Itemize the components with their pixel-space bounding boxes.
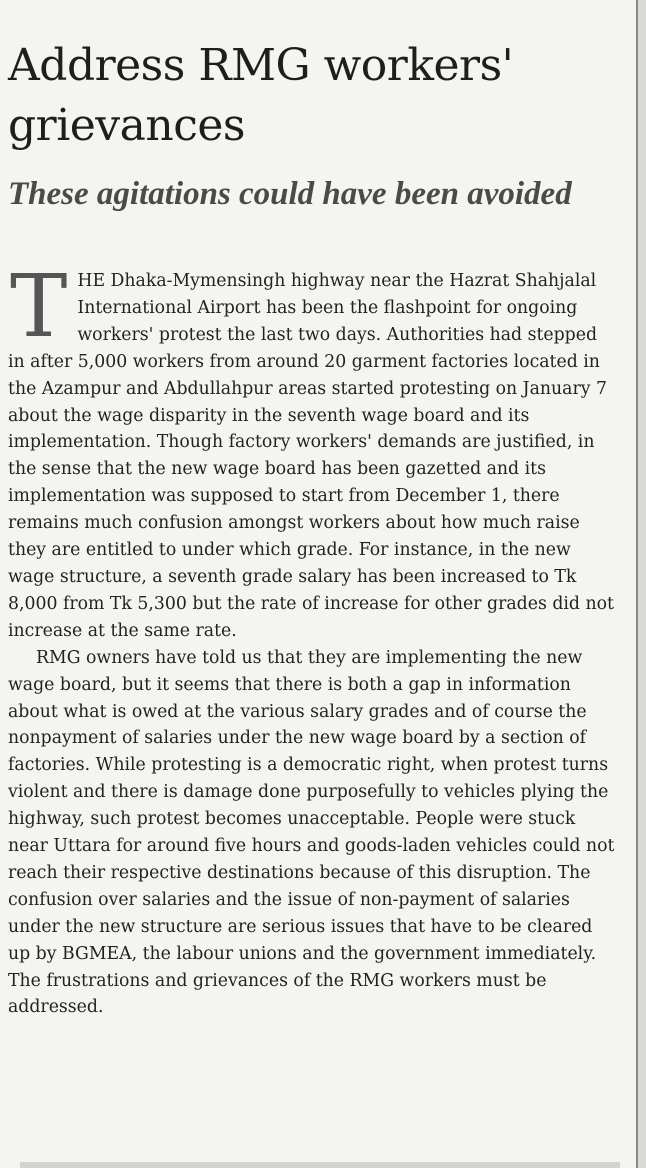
bottom-divider [20, 1162, 620, 1168]
paragraph-1 [8, 257, 618, 645]
headline: Address RMG workers' grievances [8, 40, 514, 151]
dropcap-letter: T [10, 257, 68, 357]
paragraph-2: RMG owners have told us that they are implementing the new wage board, but it seems that there is both a gap in information about what is owed at the various salary grades and of course the nonpayment of salaries under the new wage board by a section of factories. While protesting is a democratic right, when protest turns violent and there is damage done purposefully to vehicles plying the highway, such protest becomes unacceptable. People were stuck near Uttara for around five hours and goods-laden vehicles could not reach their respective destinations because of this disruption. The confusion over salaries and the issue of non-payment of salaries under the new structure are serious issues that have to be cleared up by BGMEA, the labour unions and the government immediately. The frustrations and grievances of the RMG workers must be addressed. [8, 647, 615, 1018]
cropped-header-strip [0, 0, 636, 8]
paragraph-1-text: HE Dhaka-Mymensingh highway near the Hazrat Shahjalal International Airport has been the flashpoint for ongoing workers' protest the last two days. Authorities had stepped in after 5,000 workers from around 20 garment factories located in the Azampur and Abdullahpur areas started protesting on January 7 about the wage disparity in the seventh wage board and its implementation. Though factory workers' demands are justified, in the sense that the new wage board has been gazetted and its implementation was supposed to start from December 1, there remains much confusion amongst workers about how much raise they are entitled to under which grade. For instance, in the new wage structure, a seventh grade salary has been increased to Tk 8,000 from Tk 5,300 but the rate of increase for other grades did not increase at the same rate. [8, 271, 614, 641]
article-body [8, 257, 618, 1021]
subheadline: These agitations could have been avoided [8, 176, 572, 212]
